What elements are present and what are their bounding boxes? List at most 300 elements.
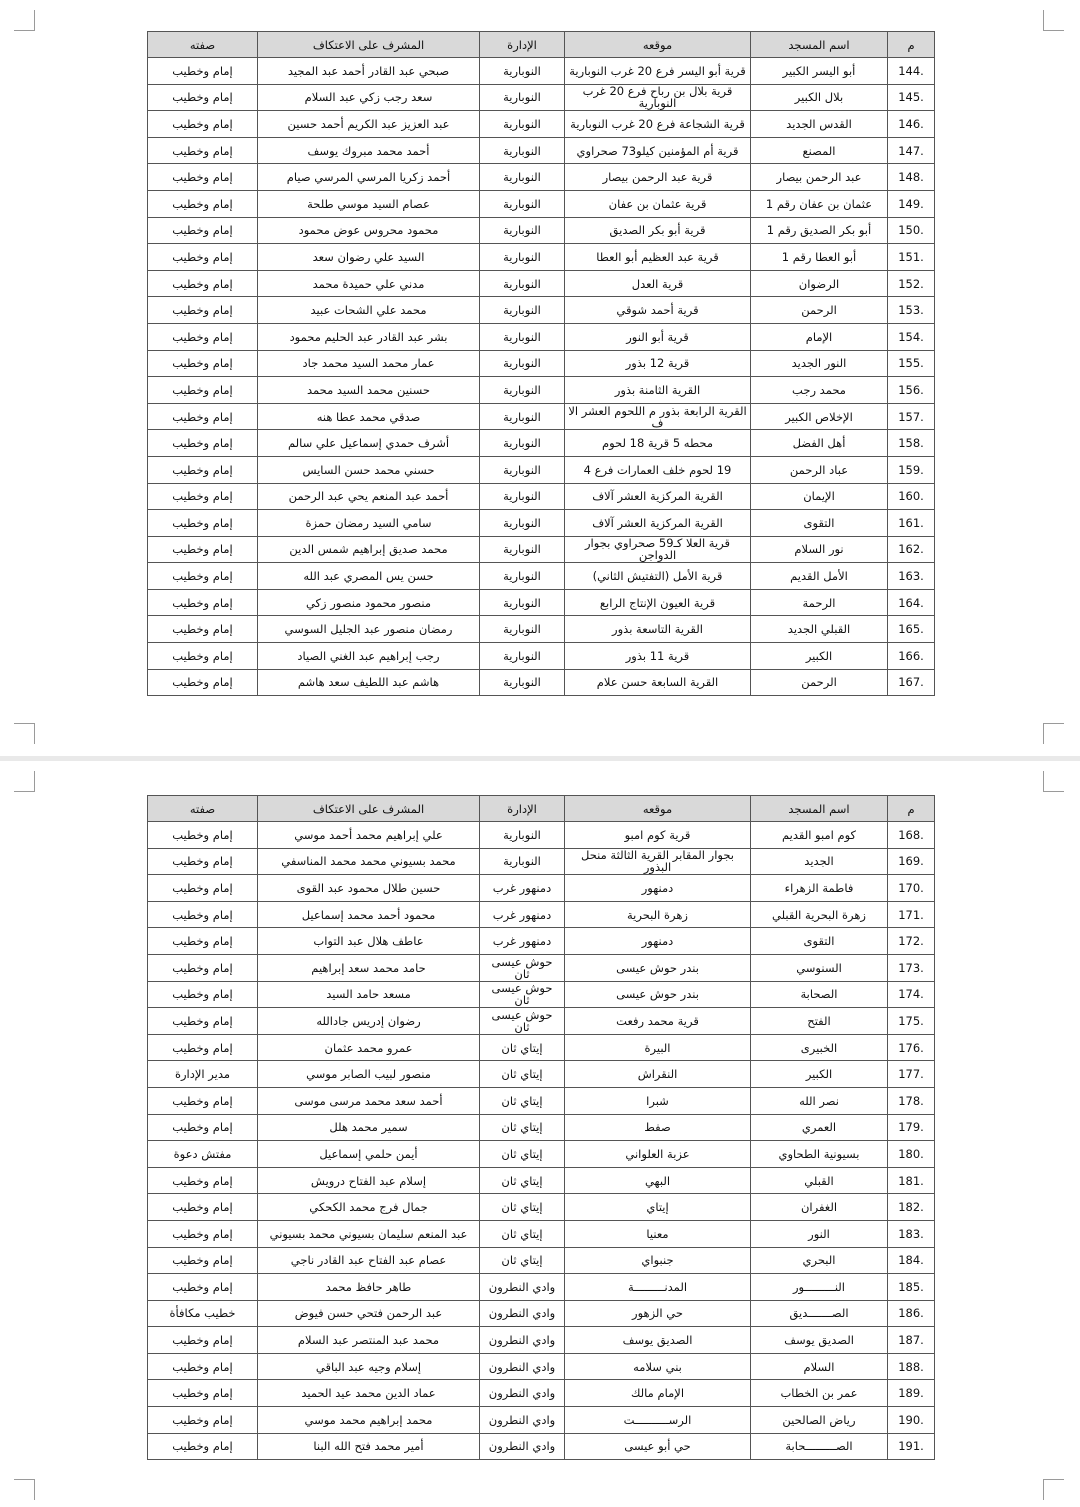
administration-cell: النوبارية [480, 510, 565, 537]
mosques-table-page-1 [147, 31, 935, 696]
location-cell: قرية 11 بذور [565, 643, 751, 670]
administration-cell: النوبارية [480, 563, 565, 590]
table-row [148, 1061, 935, 1088]
location-cell: قرية بلال بن رباح فرع 20 غرب النوبارية [565, 84, 751, 111]
role-cell: إمام وخطيب [148, 1407, 258, 1434]
table-row [148, 510, 935, 537]
row-number: 152. [888, 270, 935, 297]
mosque-name-cell: أبو العطا رقم 1 [751, 244, 888, 271]
administration-cell: إيتاي ثان [480, 1034, 565, 1061]
role-cell: مفتش دعوة [148, 1141, 258, 1168]
role-cell: إمام وخطيب [148, 1220, 258, 1247]
table-row [148, 822, 935, 849]
administration-cell: النوبارية [480, 669, 565, 696]
supervisor-cell: حامد محمد سعد إبراهيم [258, 954, 480, 981]
table-row [148, 901, 935, 928]
row-number: 166. [888, 643, 935, 670]
mosque-name-cell: الصـــــــــحابة [751, 1433, 888, 1460]
role-cell: إمام وخطيب [148, 848, 258, 875]
mosque-name-cell: القبلي [751, 1167, 888, 1194]
role-cell: إمام وخطيب [148, 217, 258, 244]
crop-mark [14, 1479, 35, 1500]
role-cell: إمام وخطيب [148, 616, 258, 643]
table-row [148, 1247, 935, 1274]
mosque-name-cell: التقوى [751, 928, 888, 955]
row-number: 185. [888, 1274, 935, 1301]
mosque-name-cell: القبلي الجديد [751, 616, 888, 643]
table-row [148, 981, 935, 1008]
table-row [148, 928, 935, 955]
role-cell: إمام وخطيب [148, 510, 258, 537]
mosque-name-cell: نور السلام [751, 536, 888, 563]
location-cell: القرية المركزية العشر آلاف [565, 510, 751, 537]
mosque-name-cell: زهرة البحرية القبلي [751, 901, 888, 928]
administration-cell: إيتاي ثان [480, 1141, 565, 1168]
table-row [148, 1380, 935, 1407]
location-cell: قرية العلا كـ59 صحراوي بجوار الدواجن [565, 536, 751, 563]
row-number: 178. [888, 1087, 935, 1114]
supervisor-cell: حسنين محمد السيد محمد [258, 377, 480, 404]
mosque-name-cell: عباد الرحمن [751, 456, 888, 483]
supervisor-cell: إسلام وجيه عبد الباقي [258, 1353, 480, 1380]
crop-mark [14, 10, 35, 31]
mosque-name-cell: الكبير [751, 1061, 888, 1088]
location-cell: الإمام مالك [565, 1380, 751, 1407]
supervisor-cell: أحمد محمد مبروك يوسف [258, 137, 480, 164]
mosque-name-cell: النـــــــــور [751, 1274, 888, 1301]
mosque-name-cell: محمد رجب [751, 377, 888, 404]
mosque-name-cell: الصديق يوسف [751, 1327, 888, 1354]
supervisor-cell: أحمد عبد المنعم يحي عبد الرحمن [258, 483, 480, 510]
administration-cell: إيتاي ثان [480, 1061, 565, 1088]
crop-mark [14, 723, 35, 744]
mosque-name-cell: القدس الجديد [751, 111, 888, 138]
role-cell: مدير الإدارة [148, 1061, 258, 1088]
crop-mark [1043, 10, 1064, 31]
header-mosque-name: اسم المسجد [751, 32, 888, 58]
supervisor-cell: رجب إبراهيم عبد الغني الصياد [258, 643, 480, 670]
administration-cell: النوبارية [480, 164, 565, 191]
supervisor-cell: حسين طلال محمود عبد القوى [258, 875, 480, 902]
table-row [148, 1167, 935, 1194]
administration-cell: إيتاي ثان [480, 1194, 565, 1221]
role-cell: إمام وخطيب [148, 1274, 258, 1301]
header-administration: الإدارة [480, 796, 565, 822]
location-cell: بندر حوش عيسى [565, 954, 751, 981]
row-number: 145. [888, 84, 935, 111]
row-number: 175. [888, 1008, 935, 1035]
crop-mark [1043, 771, 1064, 792]
role-cell: إمام وخطيب [148, 981, 258, 1008]
row-number: 151. [888, 244, 935, 271]
header-location: موقعه [565, 796, 751, 822]
role-cell: إمام وخطيب [148, 669, 258, 696]
row-number: 172. [888, 928, 935, 955]
row-number: 162. [888, 536, 935, 563]
table-row [148, 164, 935, 191]
supervisor-cell: سامي السيد رمضان حمزة [258, 510, 480, 537]
supervisor-cell: رمضان منصور عبد الجليل السوسي [258, 616, 480, 643]
role-cell: إمام وخطيب [148, 1353, 258, 1380]
table-row [148, 1008, 935, 1035]
role-cell: إمام وخطيب [148, 244, 258, 271]
row-number: 180. [888, 1141, 935, 1168]
role-cell: إمام وخطيب [148, 928, 258, 955]
table-row [148, 350, 935, 377]
supervisor-cell: حسني محمد حسن السايس [258, 456, 480, 483]
administration-cell: وادي النطرون [480, 1274, 565, 1301]
role-cell: إمام وخطيب [148, 403, 258, 430]
location-cell: القرية المركزية العشر آلاف [565, 483, 751, 510]
mosque-name-cell: العمري [751, 1114, 888, 1141]
location-cell: البهي [565, 1167, 751, 1194]
mosque-name-cell: أبو بكر الصديق رقم 1 [751, 217, 888, 244]
location-cell: صفط [565, 1114, 751, 1141]
mosque-name-cell: أبو اليسر الكبير [751, 58, 888, 85]
supervisor-cell: سعد رجب زكي عبد السلام [258, 84, 480, 111]
mosque-name-cell: السنوسي [751, 954, 888, 981]
header-mosque-name: اسم المسجد [751, 796, 888, 822]
table-row [148, 58, 935, 85]
administration-cell: النوبارية [480, 297, 565, 324]
mosque-name-cell: الخبيرى [751, 1034, 888, 1061]
role-cell: إمام وخطيب [148, 190, 258, 217]
administration-cell: وادي النطرون [480, 1353, 565, 1380]
administration-cell: النوبارية [480, 616, 565, 643]
row-number: 165. [888, 616, 935, 643]
row-number: 176. [888, 1034, 935, 1061]
row-number: 174. [888, 981, 935, 1008]
supervisor-cell: سمير محمد هلل [258, 1114, 480, 1141]
row-number: 144. [888, 58, 935, 85]
mosque-name-cell: بسيونية الطحاوي [751, 1141, 888, 1168]
table-row [148, 190, 935, 217]
administration-cell: النوبارية [480, 244, 565, 271]
supervisor-cell: عماد الدين محمد عيد الحميد [258, 1380, 480, 1407]
supervisor-cell: عبد العزيز عبد الكريم أحمد حسين [258, 111, 480, 138]
crop-mark [1043, 723, 1064, 744]
mosque-name-cell: الإيمان [751, 483, 888, 510]
administration-cell: إيتاي ثان [480, 1220, 565, 1247]
mosque-name-cell: الرحمة [751, 589, 888, 616]
supervisor-cell: أيمن حلمي إسماعيل [258, 1141, 480, 1168]
administration-cell: إيتاي ثان [480, 1114, 565, 1141]
location-cell: بندر حوش عيسى [565, 981, 751, 1008]
mosque-name-cell: رياض الصالحين [751, 1407, 888, 1434]
row-number: 184. [888, 1247, 935, 1274]
mosque-name-cell: الغفران [751, 1194, 888, 1221]
location-cell: زهرة البحرية [565, 901, 751, 928]
location-cell: دمنهور [565, 875, 751, 902]
role-cell: إمام وخطيب [148, 1034, 258, 1061]
table-row [148, 1141, 935, 1168]
header-number: م [888, 32, 935, 58]
supervisor-cell: أحمد زكريا المرسي المرسي صيام [258, 164, 480, 191]
location-cell: قرية عثمان بن عفان [565, 190, 751, 217]
location-cell: قرية أحمد شوقي [565, 297, 751, 324]
location-cell: عزبة العلواني [565, 1141, 751, 1168]
mosque-name-cell: الأمل القديم [751, 563, 888, 590]
role-cell: إمام وخطيب [148, 483, 258, 510]
table-row [148, 536, 935, 563]
mosque-name-cell: عمر بن الخطاب [751, 1380, 888, 1407]
row-number: 147. [888, 137, 935, 164]
role-cell: إمام وخطيب [148, 137, 258, 164]
role-cell: إمام وخطيب [148, 1114, 258, 1141]
row-number: 158. [888, 430, 935, 457]
mosque-name-cell: عثمان بن عفان رقم 1 [751, 190, 888, 217]
row-number: 150. [888, 217, 935, 244]
supervisor-cell: محمد بسيوني محمد محمد المناسفي [258, 848, 480, 875]
role-cell: إمام وخطيب [148, 350, 258, 377]
table-body-page-2 [148, 822, 935, 1460]
location-cell: 19 لحوم خلف العمارات فرع 4 [565, 456, 751, 483]
role-cell: إمام وخطيب [148, 377, 258, 404]
supervisor-cell: طاهر حافظ محمد [258, 1274, 480, 1301]
role-cell: إمام وخطيب [148, 1327, 258, 1354]
row-number: 164. [888, 589, 935, 616]
role-cell: إمام وخطيب [148, 1008, 258, 1035]
table-row [148, 84, 935, 111]
table-row [148, 217, 935, 244]
administration-cell: النوبارية [480, 111, 565, 138]
location-cell: قرية أبو اليسر فرع 20 غرب النوبارية [565, 58, 751, 85]
table-row [148, 430, 935, 457]
role-cell: إمام وخطيب [148, 1167, 258, 1194]
mosque-name-cell: الصحابة [751, 981, 888, 1008]
table-row [148, 1300, 935, 1327]
mosque-name-cell: الكبير [751, 643, 888, 670]
role-cell: إمام وخطيب [148, 536, 258, 563]
administration-cell: النوبارية [480, 822, 565, 849]
mosque-name-cell: النور الجديد [751, 350, 888, 377]
role-cell: إمام وخطيب [148, 270, 258, 297]
table-row [148, 270, 935, 297]
mosques-table-page-2 [147, 795, 935, 1460]
mosque-name-cell: التقوى [751, 510, 888, 537]
header-supervisor: المشرف على الاعتكاف [258, 32, 480, 58]
row-number: 188. [888, 1353, 935, 1380]
row-number: 157. [888, 403, 935, 430]
location-cell: القرية الرابعة بذور م اللحوم العشر الا ف [565, 403, 751, 430]
table-row [148, 1433, 935, 1460]
location-cell: القرية الثامنة بذور [565, 377, 751, 404]
location-cell: المدنـــــــــة [565, 1274, 751, 1301]
row-number: 156. [888, 377, 935, 404]
role-cell: إمام وخطيب [148, 589, 258, 616]
table-row [148, 1220, 935, 1247]
location-cell: البيرة [565, 1034, 751, 1061]
location-cell: قرية أبو بكر الصديق [565, 217, 751, 244]
table-row [148, 323, 935, 350]
supervisor-cell: إسلام عبد الفتاح درويش [258, 1167, 480, 1194]
row-number: 170. [888, 875, 935, 902]
mosque-name-cell: نصر الله [751, 1087, 888, 1114]
role-cell: خطيب مكافأة [148, 1300, 258, 1327]
location-cell: قرية أم المؤمنين كيلو73 صحراوي [565, 137, 751, 164]
supervisor-cell: عمرو محمد عثمان [258, 1034, 480, 1061]
header-supervisor: المشرف على الاعتكاف [258, 796, 480, 822]
supervisor-cell: عاطف هلال عبد التواب [258, 928, 480, 955]
row-number: 179. [888, 1114, 935, 1141]
table-row [148, 244, 935, 271]
administration-cell: النوبارية [480, 58, 565, 85]
role-cell: إمام وخطيب [148, 563, 258, 590]
location-cell: قرية أبو النور [565, 323, 751, 350]
location-cell: قرية الشجاعة فرع 20 غرب النوبارية [565, 111, 751, 138]
mosque-name-cell: بلال الكبير [751, 84, 888, 111]
role-cell: إمام وخطيب [148, 58, 258, 85]
supervisor-cell: محمد عبد المنتصر عبد السلام [258, 1327, 480, 1354]
table-row [148, 403, 935, 430]
location-cell: قرية محمد رفعت [565, 1008, 751, 1035]
administration-cell: النوبارية [480, 323, 565, 350]
table-body-page-1 [148, 58, 935, 696]
supervisor-cell: مدني علي حميدة محمد [258, 270, 480, 297]
supervisor-cell: أشرف حمدي إسماعيل علي سالم [258, 430, 480, 457]
administration-cell: وادي النطرون [480, 1380, 565, 1407]
location-cell: القرية السابعة حسن علام [565, 669, 751, 696]
supervisor-cell: هاشم عبد اللطيف سعد هاشم [258, 669, 480, 696]
administration-cell: النوبارية [480, 536, 565, 563]
row-number: 183. [888, 1220, 935, 1247]
supervisor-cell: منصور لبيب الصابر موسي [258, 1061, 480, 1088]
document-page-2 [0, 761, 1080, 1507]
supervisor-cell: رضوان إدريس جادالله [258, 1008, 480, 1035]
row-number: 163. [888, 563, 935, 590]
table-row [148, 616, 935, 643]
row-number: 146. [888, 111, 935, 138]
location-cell: بني سلامه [565, 1353, 751, 1380]
role-cell: إمام وخطيب [148, 1247, 258, 1274]
row-number: 171. [888, 901, 935, 928]
table-row [148, 1407, 935, 1434]
row-number: 191. [888, 1433, 935, 1460]
location-cell: النقراش [565, 1061, 751, 1088]
administration-cell: النوبارية [480, 190, 565, 217]
location-cell: القرية التاسعة بذور [565, 616, 751, 643]
supervisor-cell: السيد علي رضوان سعد [258, 244, 480, 271]
administration-cell: دمنهور غرب [480, 928, 565, 955]
location-cell: قرية عبد العظيم أبو العطا [565, 244, 751, 271]
administration-cell: إيتاي ثان [480, 1167, 565, 1194]
role-cell: إمام وخطيب [148, 901, 258, 928]
row-number: 181. [888, 1167, 935, 1194]
table-row [148, 589, 935, 616]
table-row [148, 954, 935, 981]
location-cell: دمنهور [565, 928, 751, 955]
administration-cell: النوبارية [480, 589, 565, 616]
location-cell: الصديق يوسف [565, 1327, 751, 1354]
administration-cell: النوبارية [480, 270, 565, 297]
header-administration: الإدارة [480, 32, 565, 58]
location-cell: جنبواي [565, 1247, 751, 1274]
row-number: 148. [888, 164, 935, 191]
administration-cell: النوبارية [480, 403, 565, 430]
supervisor-cell: صبحي عبد القادر أحمد عبد المجيد [258, 58, 480, 85]
supervisor-cell: عبد المنعم سليمان بسيوني محمد بسيوني [258, 1220, 480, 1247]
role-cell: إمام وخطيب [148, 164, 258, 191]
table-row [148, 643, 935, 670]
mosque-name-cell: الفتح [751, 1008, 888, 1035]
supervisor-cell: محمد صديق إبراهيم شمس الدين [258, 536, 480, 563]
table-header-row [148, 32, 935, 58]
row-number: 154. [888, 323, 935, 350]
location-cell: الرســــــــــت [565, 1407, 751, 1434]
table-row [148, 297, 935, 324]
role-cell: إمام وخطيب [148, 1194, 258, 1221]
supervisor-cell: عصام عبد الفتاح عبد القادر ناجي [258, 1247, 480, 1274]
supervisor-cell: محمود أحمد محمد إسماعيل [258, 901, 480, 928]
table-row [148, 1034, 935, 1061]
supervisor-cell: عمار محمد السيد محمد جاد [258, 350, 480, 377]
administration-cell: إيتاي ثان [480, 1247, 565, 1274]
header-number: م [888, 796, 935, 822]
table-row [148, 1114, 935, 1141]
header-role: صفته [148, 32, 258, 58]
header-role: صفته [148, 796, 258, 822]
row-number: 177. [888, 1061, 935, 1088]
table-row [148, 456, 935, 483]
supervisor-cell: محمد إبراهيم محمد موسي [258, 1407, 480, 1434]
mosque-name-cell: الإخلاص الكبير [751, 403, 888, 430]
table-row [148, 1327, 935, 1354]
mosque-name-cell: الإمام [751, 323, 888, 350]
row-number: 155. [888, 350, 935, 377]
role-cell: إمام وخطيب [148, 643, 258, 670]
row-number: 159. [888, 456, 935, 483]
mosque-name-cell: النور [751, 1220, 888, 1247]
row-number: 169. [888, 848, 935, 875]
supervisor-cell: مسعد حامد السيد [258, 981, 480, 1008]
table-header-row [148, 796, 935, 822]
role-cell: إمام وخطيب [148, 84, 258, 111]
mosque-name-cell: الرضوان [751, 270, 888, 297]
table-row [148, 563, 935, 590]
table-row [148, 1087, 935, 1114]
row-number: 190. [888, 1407, 935, 1434]
row-number: 161. [888, 510, 935, 537]
administration-cell: حوش عيسى ثان [480, 981, 565, 1008]
table-row [148, 1274, 935, 1301]
row-number: 149. [888, 190, 935, 217]
mosque-name-cell: المصنع [751, 137, 888, 164]
table-row [148, 111, 935, 138]
mosque-name-cell: الجديد [751, 848, 888, 875]
row-number: 187. [888, 1327, 935, 1354]
row-number: 153. [888, 297, 935, 324]
administration-cell: النوبارية [480, 456, 565, 483]
supervisor-cell: أمير محمد فتح الله البنا [258, 1433, 480, 1460]
mosque-name-cell: عبد الرحمن بيصار [751, 164, 888, 191]
location-cell: محطه 5 قرية 18 لحوم [565, 430, 751, 457]
role-cell: إمام وخطيب [148, 297, 258, 324]
supervisor-cell: عبد الرحمن فتحي حسن فيوض [258, 1300, 480, 1327]
crop-mark [14, 771, 35, 792]
administration-cell: النوبارية [480, 137, 565, 164]
location-cell: قرية العدل [565, 270, 751, 297]
supervisor-cell: محمود محروس عوض محمود [258, 217, 480, 244]
administration-cell: النوبارية [480, 643, 565, 670]
mosque-name-cell: فاطمة الزهراء [751, 875, 888, 902]
mosque-name-cell: السلام [751, 1353, 888, 1380]
role-cell: إمام وخطيب [148, 1087, 258, 1114]
administration-cell: حوش عيسى ثان [480, 1008, 565, 1035]
mosque-name-cell: أهل الفضل [751, 430, 888, 457]
administration-cell: وادي النطرون [480, 1407, 565, 1434]
administration-cell: إيتاي ثان [480, 1087, 565, 1114]
crop-mark [1043, 1479, 1064, 1500]
